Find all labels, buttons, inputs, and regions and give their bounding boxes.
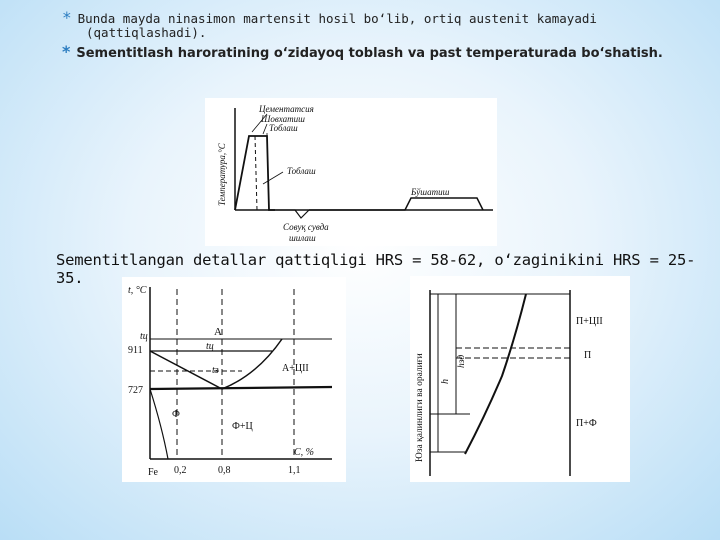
bullet-marker: *	[62, 42, 71, 61]
cementation-curve	[235, 136, 275, 210]
label-cementation: Цементатсия	[259, 104, 314, 114]
heat-treatment-diagram	[205, 98, 497, 246]
tz-label: tз	[212, 365, 219, 376]
bullet-item-1	[62, 10, 597, 26]
leader-2	[263, 124, 267, 134]
case-depth-svg	[410, 276, 630, 482]
x-tick-fe: Fe	[148, 467, 158, 478]
y-axis-label: t, °C	[128, 285, 147, 296]
label-cold-water-1: Совуқ сувда	[283, 222, 329, 232]
y-axis-label: Юза қалинлиги ва оралиғи	[415, 353, 425, 462]
hardness-curve	[465, 294, 526, 454]
heat-treatment-svg	[205, 98, 497, 246]
caption: Sementitlangan detallar qattiqligi HRS = 58-62, o‘zaginikini HRS = 25-35.	[56, 251, 696, 287]
t727-label: 727	[128, 385, 143, 396]
x-tick-0.8: 0,8	[218, 465, 231, 476]
y-axis-label: Температура,°С	[217, 143, 227, 206]
label-PF: П+Ф	[576, 418, 597, 429]
fe-c-phase-diagram	[122, 277, 346, 482]
tc-label: tц	[140, 331, 148, 342]
h-label: h	[440, 379, 451, 384]
label-tempering: Бўшатиш	[411, 187, 450, 197]
bullet-item-2	[62, 44, 663, 61]
label-quench-2: Тоблаш	[287, 166, 316, 176]
region-A-P-label: A+ЦII	[282, 363, 309, 374]
label-quench-1: Тоблаш	[269, 123, 298, 133]
label-cold-water-2: шилаш	[289, 233, 316, 243]
bullet-text-1: Bunda mayda ninasimon martensit hosil bo‘lib, ortiq austenit kamayadi	[77, 11, 597, 26]
case-depth-diagram	[410, 276, 630, 482]
label-PC: П+ЦII	[576, 316, 603, 327]
eutectoid-line	[150, 387, 332, 389]
tu-label: tц	[206, 341, 214, 352]
x-axis-label: C, %	[294, 447, 314, 458]
region-F-label: Ф	[172, 409, 180, 420]
bullet-text-1-continuation: (qattiqlashadi).	[86, 25, 207, 40]
tempering-curve	[309, 198, 483, 210]
bullet-marker: *	[62, 8, 72, 27]
label-normalizing: Шовхатиш	[261, 114, 305, 124]
bullet-text-2: Sementitlash haroratining o‘zidayoq toblash va past temperaturada bo‘shatish.	[76, 46, 663, 61]
label-P: П	[584, 350, 592, 361]
leader-4	[263, 172, 283, 184]
t911-label: 911	[128, 345, 143, 356]
fe-c-svg	[122, 277, 346, 482]
x-tick-0.2: 0,2	[174, 465, 187, 476]
acm-curve	[222, 339, 282, 389]
region-A-label: A	[214, 326, 222, 338]
region-FC-label: Ф+Ц	[232, 421, 253, 432]
cooling-dashed	[255, 136, 257, 210]
ferrite-curve	[150, 389, 168, 459]
x-tick-1.1: 1,1	[288, 465, 301, 476]
quench-curve	[275, 210, 309, 218]
hsp-label: hзд	[457, 354, 467, 368]
